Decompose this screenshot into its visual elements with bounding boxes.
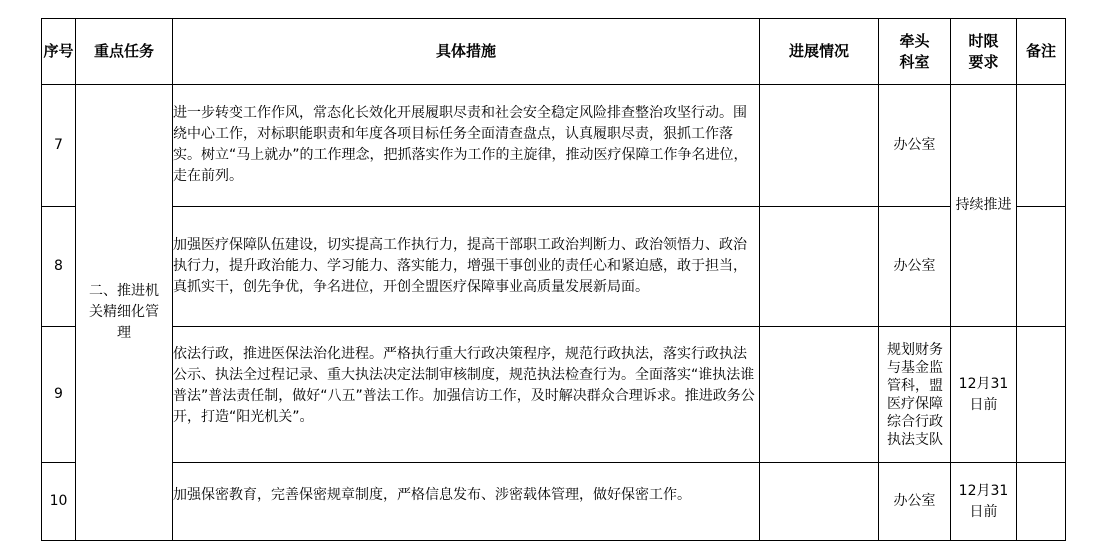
row-measures: 依法行政，推进医保法治化进程。严格执行重大行政决策程序，规范行政执法，落实行政执法公示、执法全过程记录、重大执法决定法制审核制度，规范执法检查行为。全面落实“谁执法谁普法”普法责任制，做好“八五”普法工作。加强信访工作，及时解决群众合理诉求。推进政务公开，打造“阳光机关”。 [173,327,760,463]
work-plan-table [41,18,1066,541]
row-lead-dept: 办公室 [879,85,951,207]
header-lead-dept-text: 牵头科室 [899,31,930,71]
table-row [42,85,1066,207]
task-group-cell [76,85,173,541]
task-group-label: 二、推进机关精细化管理 [89,283,159,341]
row-deadline [951,463,1017,541]
row-measures: 进一步转变工作作风，常态化长效化开展履职尽责和社会安全稳定风险排查整治攻坚行动。围绕中心工作，对标职能职责和年度各项目标任务全面清查盘点，认真履职尽责，狠抓工作落实。树立“马上就办”的工作理念，把抓落实作为工作的主旋律，推动医疗保障工作争名进位，走在前列。 [173,85,760,207]
table-row [42,327,1066,463]
row-progress [760,463,879,541]
row-deadline-text: 12月31日前 [958,375,1009,413]
table-row [42,207,1066,327]
header-no: 序号 [42,19,76,85]
header-deadline-text: 时限要求 [968,31,999,71]
row-remarks [1017,327,1066,463]
row-progress [760,207,879,327]
row-progress [760,85,879,207]
row-no: 7 [42,85,76,207]
row-no: 9 [42,327,76,463]
header-lead-dept [879,19,951,85]
row-no: 10 [42,463,76,541]
header-task: 重点任务 [76,19,173,85]
row-deadline-text: 12月31日前 [958,482,1009,520]
header-progress: 进展情况 [760,19,879,85]
header-remarks: 备注 [1017,19,1066,85]
row-measures: 加强医疗保障队伍建设，切实提高工作执行力，提高干部职工政治判断力、政治领悟力、政治执行力，提升政治能力、学习能力、落实能力，增强干事创业的责任心和紧迫感，敢于担当，真抓实干，创先争优，争名进位，开创全盟医疗保障事业高质量发展新局面。 [173,207,760,327]
row-no: 8 [42,207,76,327]
header-row [42,19,1066,85]
row-measures: 加强保密教育，完善保密规章制度，严格信息发布、涉密载体管理，做好保密工作。 [173,463,760,541]
shared-deadline-cell: 持续推进 [951,85,1017,327]
row-remarks [1017,463,1066,541]
row-lead-dept: 办公室 [879,207,951,327]
row-remarks [1017,85,1066,207]
header-deadline [951,19,1017,85]
header-measures: 具体措施 [173,19,760,85]
row-remarks [1017,207,1066,327]
row-deadline [951,327,1017,463]
table-row [42,463,1066,541]
row-progress [760,327,879,463]
row-lead-dept: 办公室 [879,463,951,541]
row-lead-dept: 规划财务与基金监管科，盟医疗保障综合行政执法支队 [879,327,951,463]
